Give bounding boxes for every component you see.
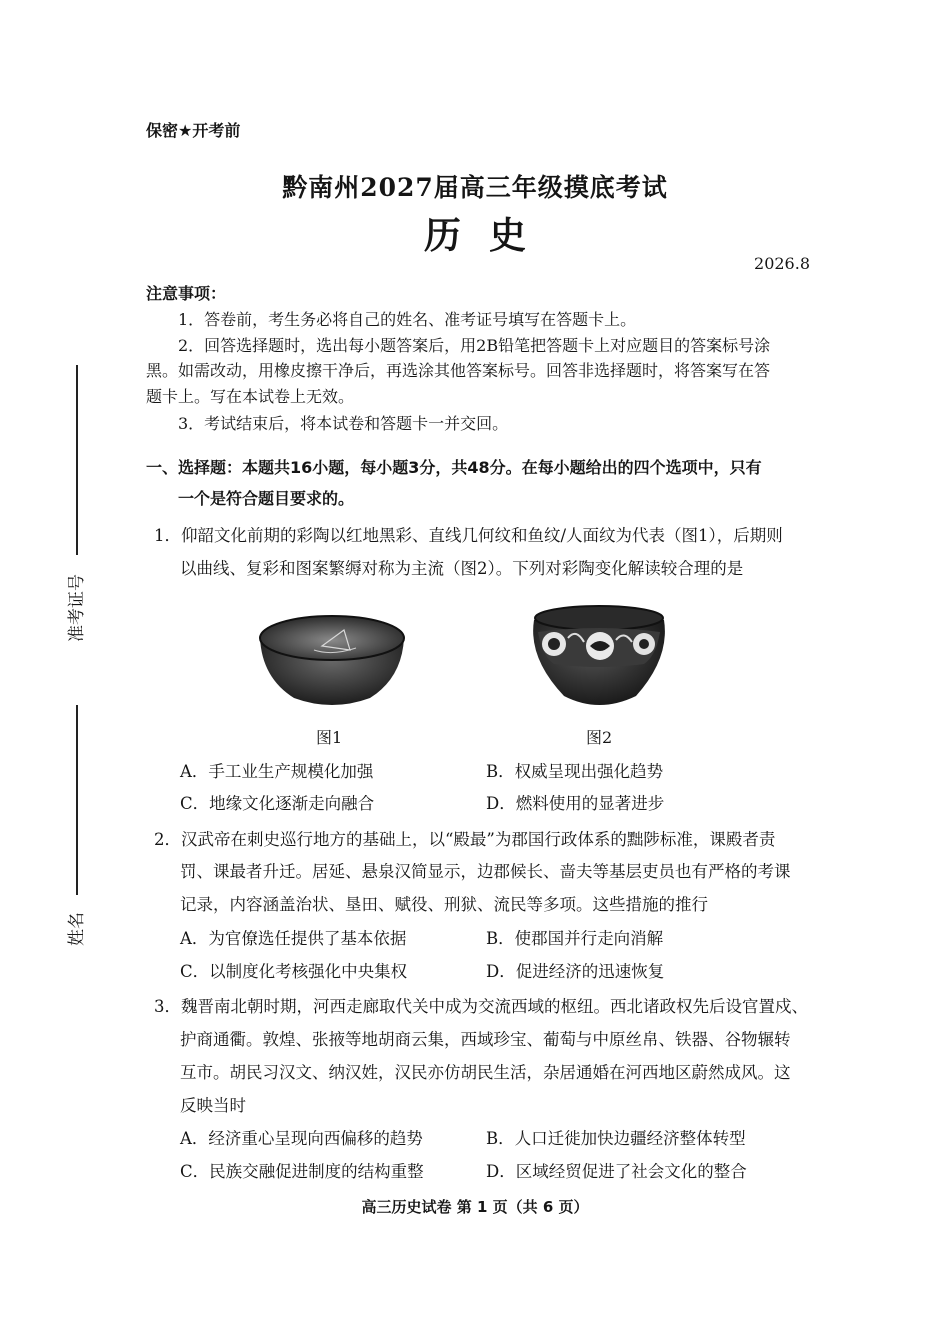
figure-1-caption: 图1 — [316, 728, 343, 747]
question-3-line: 反映当时 — [180, 1096, 246, 1115]
question-1-option-c: C．地缘文化逐渐走向融合 — [180, 794, 375, 813]
question-3-line: 护商通衢。敦煌、张掖等地胡商云集，西域珍宝、葡萄与中原丝帛、铁器、谷物辗转 — [180, 1030, 791, 1049]
figure-2-caption: 图2 — [586, 728, 613, 747]
question-2-option-c: C．以制度化考核强化中央集权 — [180, 962, 408, 981]
name-underline — [76, 705, 78, 895]
question-2-line: 2．汉武帝在刺史巡行地方的基础上，以“殿最”为郡国行政体系的黜陟标准，课殿者责 — [154, 830, 776, 849]
question-2-line: 记录，内容涵盖治状、垦田、赋役、刑狱、流民等多项。这些措施的推行 — [180, 895, 708, 914]
exam-date: 2026.8 — [754, 254, 810, 273]
exam-id-underline — [76, 365, 78, 555]
question-1-line: 1．仰韶文化前期的彩陶以红地黑彩、直线几何纹和鱼纹/人面纹为代表（图1），后期则 — [154, 526, 783, 545]
question-3-line: 3．魏晋南北朝时期，河西走廊取代关中成为交流西域的枢纽。西北诸政权先后设官置戍、 — [154, 997, 808, 1016]
figure-1-pottery-bowl — [252, 600, 412, 710]
subject-title: 历史 — [424, 213, 554, 257]
question-3-option-b: B．人口迁徙加快边疆经济整体转型 — [486, 1129, 746, 1148]
question-3-line: 互市。胡民习汉文、纳汉姓，汉民亦仿胡民生活，杂居通婚在河西地区蔚然成风。这 — [180, 1063, 791, 1082]
question-1-line: 以曲线、复彩和图案繁缛对称为主流（图2）。下列对彩陶变化解读较合理的是 — [180, 559, 744, 578]
exam-title: 黔南州2027届高三年级摸底考试 — [282, 173, 668, 202]
question-1-option-a: A．手工业生产规模化加强 — [180, 762, 374, 781]
question-2-option-a: A．为官僚选任提供了基本依据 — [180, 929, 407, 948]
notice-line: 题卡上。写在本试卷上无效。 — [146, 387, 355, 406]
notice-line: 2．回答选择题时，选出每小题答案后，用2B铅笔把答题卡上对应题目的答案标号涂 — [178, 336, 771, 355]
section-heading: 一、选择题：本题共16小题，每小题3分，共48分。在每小题给出的四个选项中，只有 — [146, 458, 762, 477]
question-3-option-c: C．民族交融促进制度的结构重整 — [180, 1162, 424, 1181]
question-3-option-a: A．经济重心呈现向西偏移的趋势 — [180, 1129, 423, 1148]
confidential-mark: 保密★开考前 — [146, 121, 241, 140]
question-2-option-d: D．促进经济的迅速恢复 — [486, 962, 665, 981]
question-1-option-b: B．权威呈现出强化趋势 — [486, 762, 664, 781]
section-heading-cont: 一个是符合题目要求的。 — [178, 489, 355, 508]
notice-line: 黑。如需改动，用橡皮擦干净后，再选涂其他答案标号。回答非选择题时，将答案写在答 — [146, 361, 771, 380]
notice-heading: 注意事项： — [146, 284, 227, 303]
notice-line: 1．答卷前，考生务必将自己的姓名、准考证号填写在答题卡上。 — [178, 310, 637, 329]
figure-2-painted-pot — [524, 598, 674, 716]
exam-id-label: 准考证号 — [67, 574, 87, 642]
question-1-option-d: D．燃料使用的显著进步 — [486, 794, 665, 813]
question-2-option-b: B．使郡国并行走向消解 — [486, 929, 664, 948]
question-3-option-d: D．区域经贸促进了社会文化的整合 — [486, 1162, 747, 1181]
notice-line: 3．考试结束后，将本试卷和答题卡一并交回。 — [178, 414, 509, 433]
question-2-line: 罚、课最者升迁。居延、悬泉汉简显示，边郡候长、啬夫等基层吏员也有严格的考课 — [180, 862, 791, 881]
page-footer: 高三历史试卷 第 1 页（共 6 页） — [361, 1198, 589, 1216]
name-label: 姓名 — [67, 912, 87, 946]
